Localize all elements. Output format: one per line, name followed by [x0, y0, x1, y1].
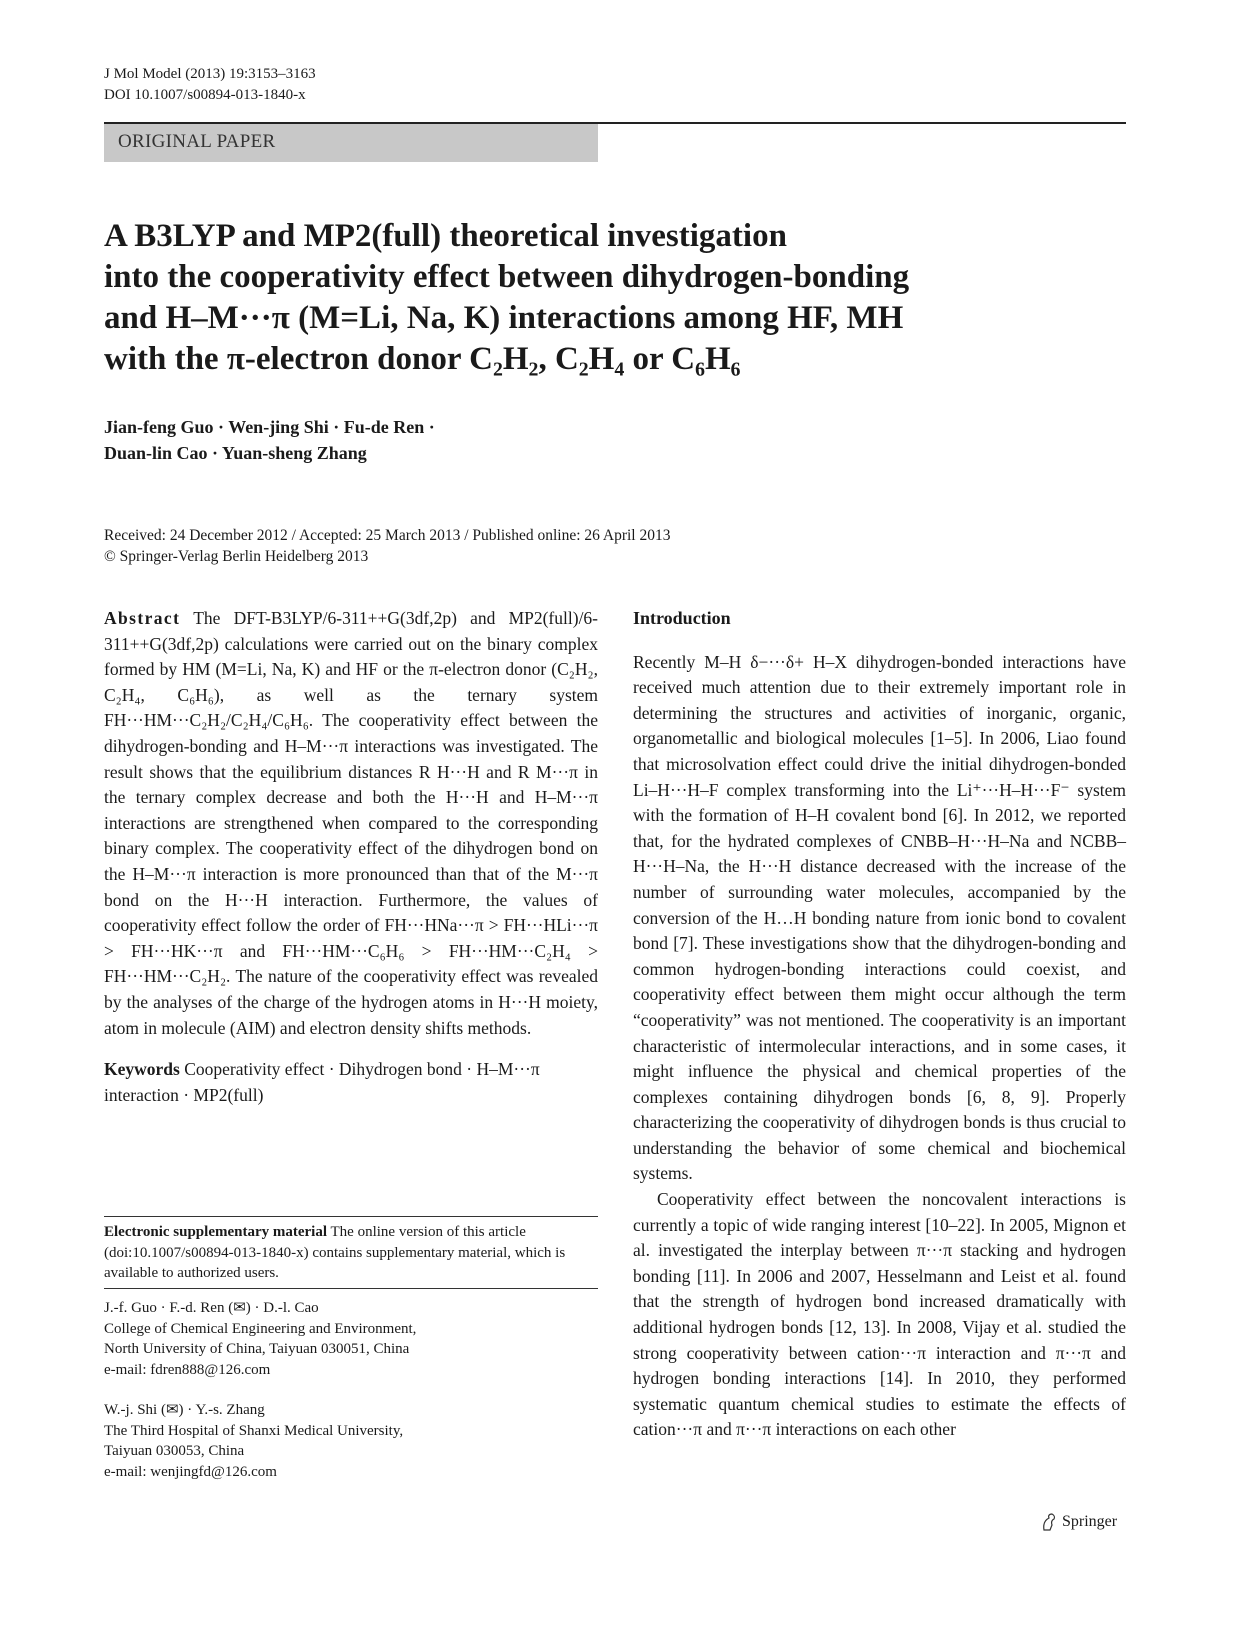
- paper-title: [104, 216, 1064, 380]
- esm-heading: Electronic supplementary material: [104, 1224, 328, 1240]
- title-line: with the π-electron donor C₂H₂, C₂H₄ or C₆H₆: [104, 341, 741, 377]
- author-list: [104, 414, 435, 466]
- keywords: [104, 1057, 598, 1108]
- affiliation-names: J.-f. Guo · F.-d. Ren (✉) · D.-l. Cao: [104, 1300, 319, 1316]
- affiliation-names: W.-j. Shi (✉) · Y.-s. Zhang: [104, 1402, 265, 1418]
- article-type-band: [104, 124, 598, 162]
- publication-dates: [104, 525, 671, 567]
- date-history: Received: 24 December 2012 / Accepted: 25 March 2013 / Published online: 26 April 2013: [104, 527, 671, 544]
- publisher-name: Springer: [1062, 1513, 1118, 1530]
- affiliation-line: North University of China, Taiyuan 030051, China: [104, 1341, 410, 1357]
- journal-header: [104, 64, 316, 106]
- left-column: [104, 606, 598, 1108]
- esm-text: The online version of this article (doi:10.1007/s00894-013-1840-x) contains supplementary material, which is available to authorized users.: [104, 1224, 566, 1281]
- springer-horse-icon: [1040, 1512, 1058, 1532]
- title-line: into the cooperativity effect between dihydrogen-bonding: [104, 259, 910, 295]
- intro-paragraph: Cooperativity effect between the noncovalent interactions is currently a topic of wide ranging interest [10–22]. In 2005, Mignon et al. investigated the interplay between π···π stacking and hydrogen bonding [11]. In 2006 and 2007, Hesselmann and Leist et al. found that the strength of hydrogen bond increased dramatically with additional hydrogen bonds [12, 13]. In 2008, Vijay et al. studied the strong cooperativity between cation···π interaction and π···π and hydrogen bonding interactions [14]. In 2010, they performed systematic quantum chemical studies to estimate the effects of cation···π and π···π interactions on each other: [633, 1189, 1126, 1440]
- article-type: ORIGINAL PAPER: [118, 131, 276, 152]
- copyright-line: © Springer-Verlag Berlin Heidelberg 2013: [104, 548, 369, 565]
- supplementary-note: [104, 1222, 598, 1284]
- publisher-logo: [1040, 1512, 1117, 1532]
- abstract-heading: Abstract: [104, 608, 181, 628]
- journal-citation: J Mol Model (2013) 19:3153–3163: [104, 66, 316, 82]
- introduction-heading: Introduction: [633, 608, 731, 628]
- authors-line: Duan-lin Cao · Yuan-sheng Zhang: [104, 443, 367, 463]
- affiliation-line: Taiyuan 030053, China: [104, 1443, 245, 1459]
- affiliation-email[interactable]: e-mail: wenjingfd@126.com: [104, 1463, 277, 1480]
- right-column: [633, 606, 1126, 1443]
- affiliation-block: [104, 1298, 598, 1380]
- esm-bottom-rule: [104, 1288, 598, 1289]
- affiliation-line: College of Chemical Engineering and Environment,: [104, 1320, 417, 1337]
- keywords-heading: Keywords: [104, 1059, 180, 1080]
- authors-line: Jian-feng Guo · Wen-jing Shi · Fu-de Ren ·: [104, 417, 435, 437]
- abstract-text: The DFT-B3LYP/6-311++G(3df,2p) and MP2(full)/6-311++G(3df,2p) calculations were carried out on the binary complex formed by HM (M=Li, Na, K) and HF or the π-electron donor (C₂H₂, C₂H₄, C₆H₆), as well as the ternary system FH···HM···C₂H₂/C₂H₄/C₆H₆. The cooperativity effect between the dihydrogen-bonding and H–M···π interactions was investigated. The result shows that the equilibrium distances R H···H and R M···π in the ternary complex decrease and both the H···H and H–M···π interactions are strengthened when compared to the corresponding binary complex. The cooperativity effect of the dihydrogen bond on the H–M···π interaction is more pronounced than that of the M···π bond on the H···H interaction. Furthermore, the values of cooperativity effect follow the order of FH···HNa···π > FH···HLi···π > FH···HK···π and FH···HM···C₆H₆ > FH···HM···C₂H₄ > FH···HM···C₂H₂. The nature of the cooperativity effect was revealed by the analyses of the charge of the hydrogen atoms in H···H moiety, atom in molecule (AIM) and electron density shifts methods.: [104, 608, 599, 1038]
- affiliation-email[interactable]: e-mail: fdren888@126.com: [104, 1361, 271, 1378]
- title-line: A B3LYP and MP2(full) theoretical investigation: [104, 218, 787, 254]
- keywords-text: Cooperativity effect · Dihydrogen bond · H–M···π interaction · MP2(full): [104, 1059, 540, 1105]
- intro-paragraph: Recently M–H δ−···δ+ H–X dihydrogen-bonded interactions have received much attention due to their extremely important role in determining the structures and activities of inorganic, organic, organometallic and biological molecules [1–5]. In 2006, Liao found that microsolvation effect could drive the initial dihydrogen-bonded Li–H···H–F complex transforming into the Li⁺···H–H···F⁻ system with the formation of H–H covalent bond [6]. In 2012, we reported that, for the hydrated complexes of CNBB–H···H–Na and NCBB–H···H–Na, the H···H distance decreased with the increase of the number of surrounding water molecules, accompanied by the conversion of the H…H bonding nature from ionic bond to covalent bond [7]. These investigations show that the dihydrogen-bonding and common hydrogen-bonding interactions could coexist, and cooperativity effect between them might occur although the term “cooperativity” was not mentioned. The cooperativity is an important characteristic of intermolecular interactions, and in some cases, it might influence the physical and chemical properties of the complexes containing dihydrogen bonds [6, 8, 9]. Properly characterizing the cooperativity of dihydrogen bonds is thus crucial to understanding the behavior of some chemical and biochemical systems.: [633, 651, 1126, 1184]
- title-line: and H–M···π (M=Li, Na, K) interactions among HF, MH: [104, 300, 904, 336]
- esm-top-rule: [104, 1216, 598, 1217]
- affiliation-line: The Third Hospital of Shanxi Medical University,: [104, 1422, 404, 1439]
- journal-doi: DOI 10.1007/s00894-013-1840-x: [104, 87, 306, 103]
- affiliation-block: [104, 1400, 598, 1482]
- abstract: [104, 606, 598, 1041]
